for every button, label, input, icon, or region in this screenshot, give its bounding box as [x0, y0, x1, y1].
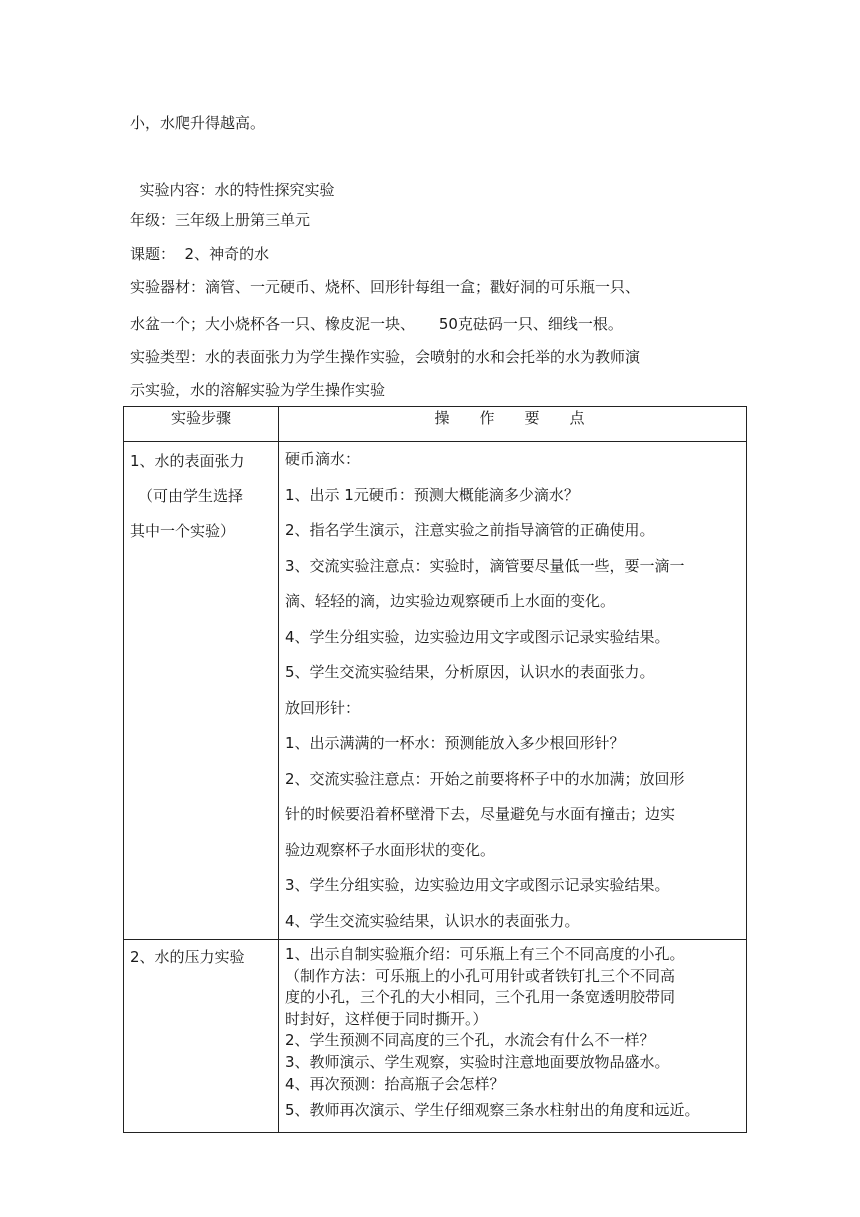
table-row — [124, 940, 747, 1133]
step-note: 其中一个实验） — [130, 522, 236, 540]
continuation-text: 小，水爬升得越高。 — [130, 114, 266, 132]
experiment-content: 实验内容：水的特性探究实验 — [130, 181, 335, 199]
topic-line: 课题： 2、神奇的水 — [130, 245, 270, 263]
step-cell — [124, 940, 279, 1133]
point-line: 4、学生交流实验结果，认识水的表面张力。 — [285, 911, 580, 930]
point-line: 3、学生分组实验，边实验边用文字或图示记录实验结果。 — [285, 876, 670, 894]
point-line: 验边观察杯子水面形状的变化。 — [285, 840, 496, 859]
equipment-line-2: 水盆一个；大小烧杯各一只、橡皮泥一块、 50克砝码一只、细线一根。 — [130, 315, 623, 333]
point-line: 1、出示自制实验瓶介绍：可乐瓶上有三个不同高度的小孔。 — [285, 945, 685, 963]
grade-line: 年级：三年级上册第三单元 — [130, 211, 311, 229]
step-cell — [124, 442, 279, 940]
type-line-2: 示实验，水的溶解实验为学生操作实验 — [130, 381, 386, 399]
point-line: 1、出示满满的一杯水：预测能放入多少根回形针？ — [285, 734, 625, 752]
header-points: 操作要点 — [279, 407, 747, 442]
table-header-row — [124, 407, 747, 442]
type-line-1: 实验类型：水的表面张力为学生操作实验，会喷射的水和会托举的水为教师演 — [130, 348, 641, 366]
point-line: 3、交流实验注意点：实验时，滴管要尽量低一些，要一滴一 — [285, 556, 685, 575]
point-line: （制作方法：可乐瓶上的小孔可用针或者铁钉扎三个不同高 — [285, 966, 676, 985]
step-note: （可由学生选择 — [138, 487, 244, 505]
header-steps: 实验步骤 — [124, 407, 279, 442]
point-line: 4、再次预测：抬高瓶子会怎样？ — [285, 1074, 505, 1093]
point-line: 针的时候要沿着杯壁滑下去，尽量避免与水面有撞击；边实 — [285, 805, 676, 823]
step-title: 2、水的压力实验 — [130, 948, 245, 966]
point-line: 放回形针： — [285, 698, 361, 717]
points-cell — [279, 940, 747, 1133]
point-line: 2、学生预测不同高度的三个孔，水流会有什么不一样？ — [285, 1031, 655, 1050]
point-line: 滴、轻轻的滴，边实验边观察硬币上水面的变化。 — [285, 592, 616, 610]
step-title: 1、水的表面张力 — [130, 452, 245, 470]
points-cell — [279, 442, 747, 940]
point-line: 1、出示 1元硬币：预测大概能滴多少滴水？ — [285, 485, 579, 504]
point-line: 4、学生分组实验，边实验边用文字或图示记录实验结果。 — [285, 627, 670, 646]
point-line: 2、交流实验注意点：开始之前要将杯子中的水加满；放回形 — [285, 769, 685, 788]
point-line: 3、教师演示、学生观察，实验时注意地面要放物品盛水。 — [285, 1052, 670, 1071]
point-line: 度的小孔，三个孔的大小相同，三个孔用一条宽透明胶带同 — [285, 988, 676, 1007]
steps-table — [123, 406, 747, 1133]
table-row — [124, 442, 747, 940]
equipment-line-1: 实验器材：滴管、一元硬币、烧杯、回形针每组一盒；戳好洞的可乐瓶一只、 — [130, 278, 641, 296]
point-line: 硬币滴水： — [285, 450, 361, 468]
point-line: 2、指名学生演示，注意实验之前指导滴管的正确使用。 — [285, 521, 655, 539]
point-line: 时封好，这样便于同时撕开。） — [285, 1009, 488, 1028]
point-line: 5、教师再次演示、学生仔细观察三条水柱射出的角度和远近。 — [285, 1101, 700, 1120]
point-line: 5、学生交流实验结果，分析原因，认识水的表面张力。 — [285, 663, 655, 681]
